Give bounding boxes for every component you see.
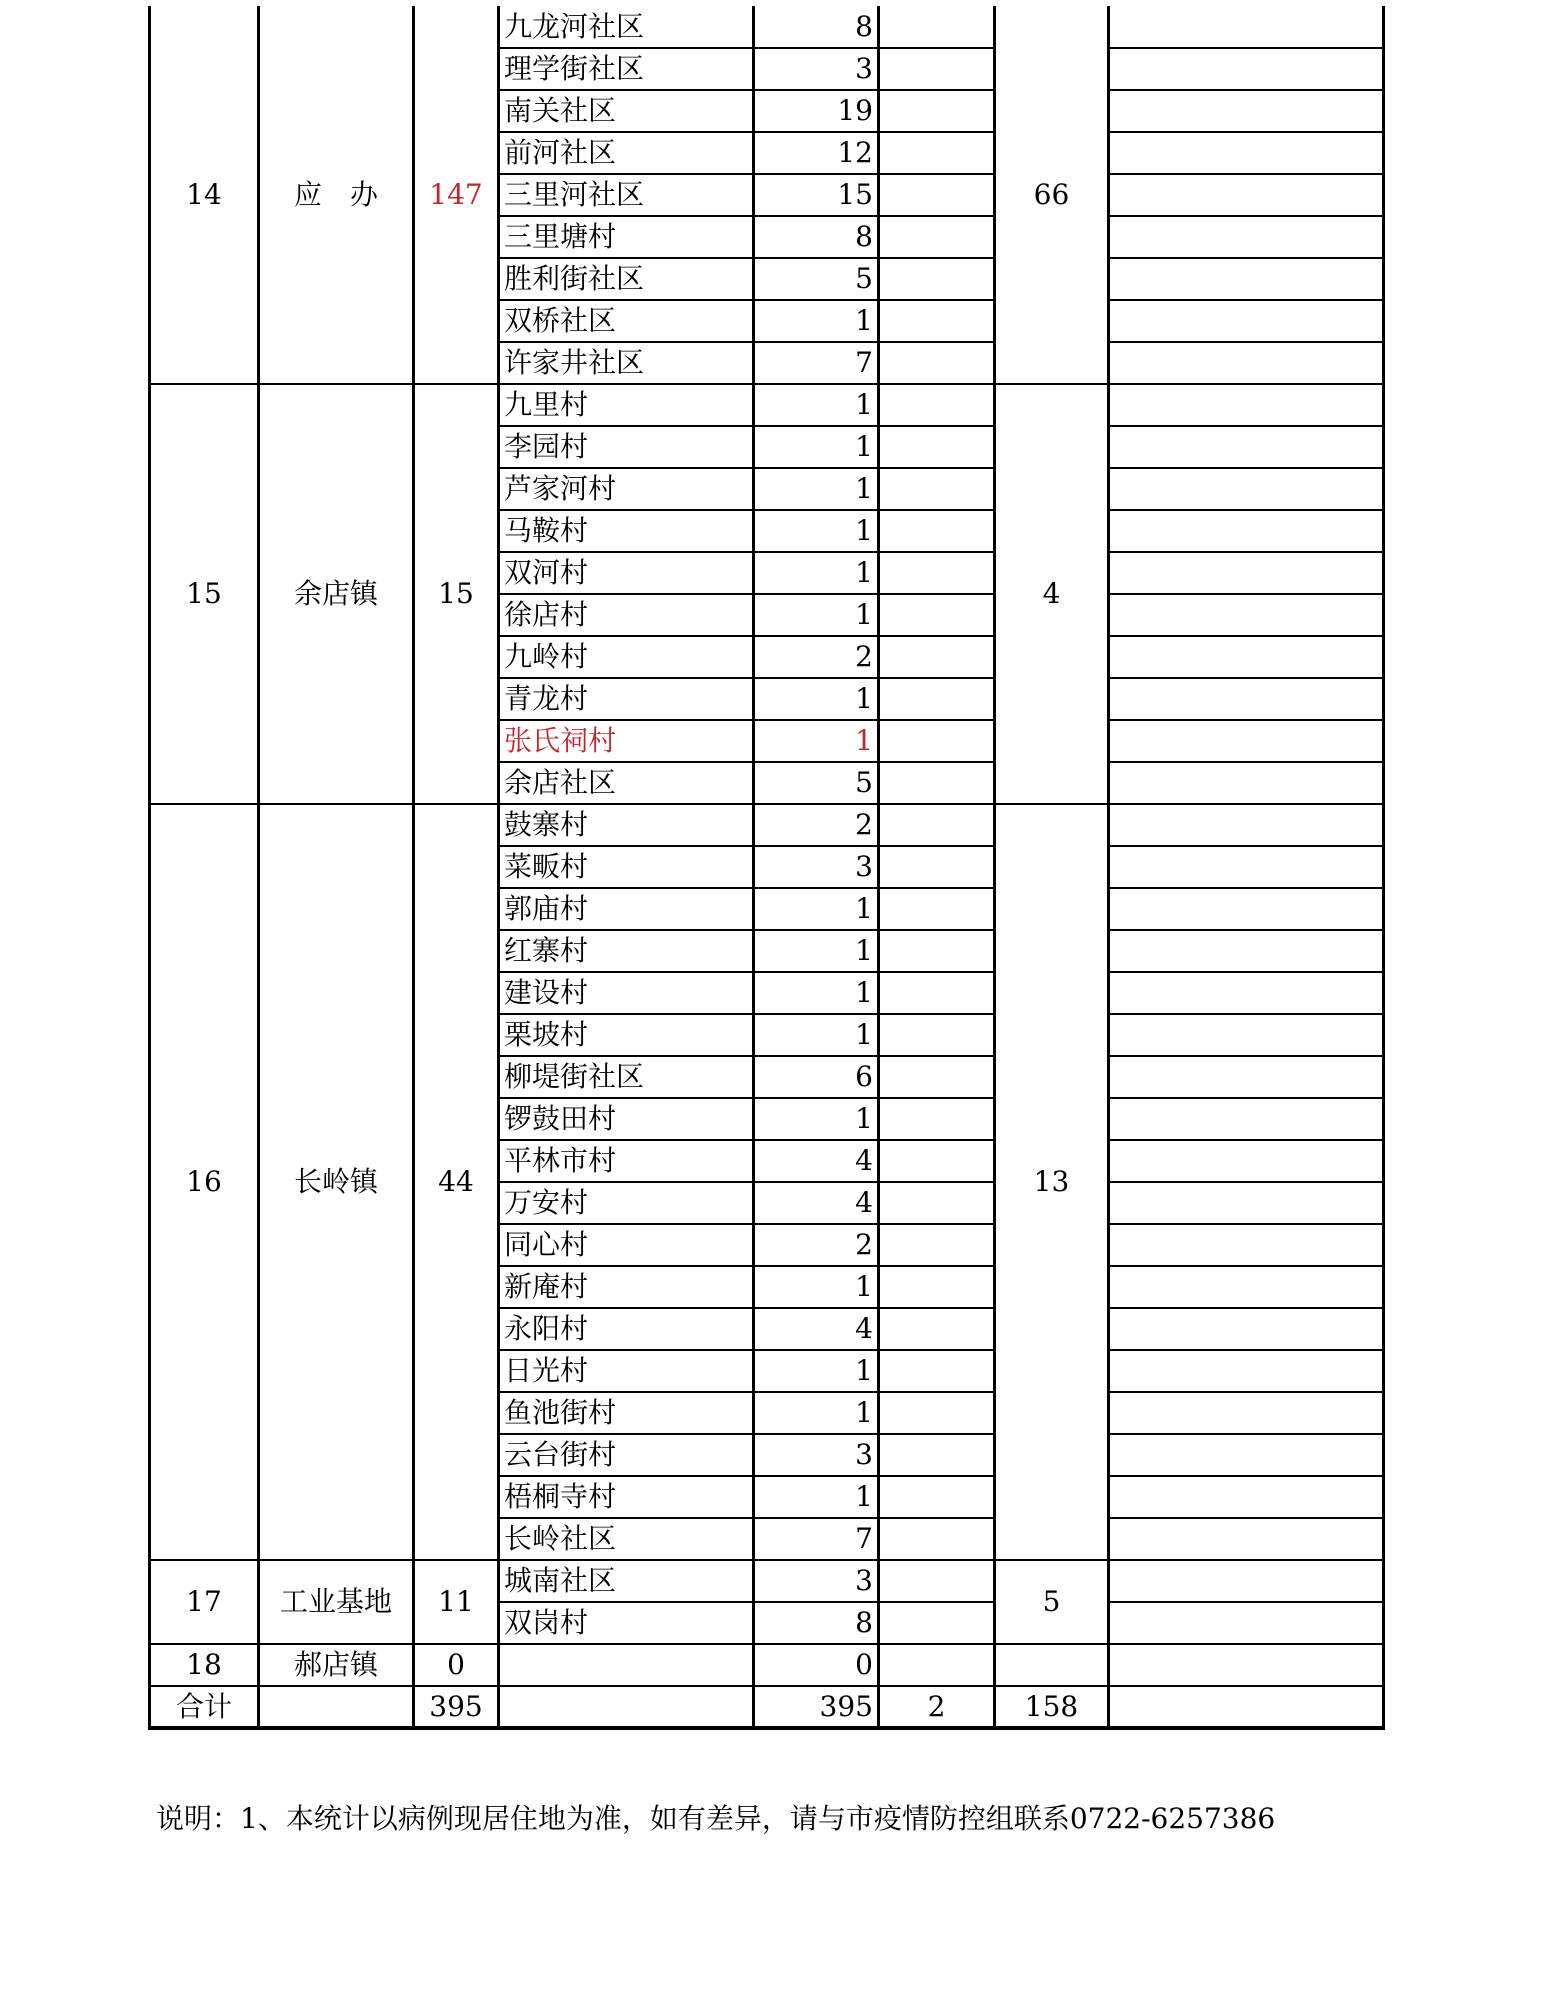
community-count: 1: [754, 1476, 879, 1518]
community-name: 徐店村: [499, 594, 754, 636]
empty-cell: [1109, 1602, 1384, 1644]
empty-cell: [879, 1518, 995, 1560]
empty-cell: [1109, 90, 1384, 132]
community-name: 云台街村: [499, 1434, 754, 1476]
community-count: 1: [754, 384, 879, 426]
community-count: 3: [754, 48, 879, 90]
community-count: 0: [754, 1644, 879, 1686]
empty-cell: [879, 258, 995, 300]
community-name: 红寨村: [499, 930, 754, 972]
statistics-table: [148, 6, 1385, 1730]
empty-cell: [1109, 972, 1384, 1014]
empty-cell: [1109, 426, 1384, 468]
community-name: 理学街社区: [499, 48, 754, 90]
empty-cell: [1109, 258, 1384, 300]
empty-cell: [879, 468, 995, 510]
row-number: 17: [150, 1560, 259, 1644]
table-body: [150, 6, 1384, 1728]
row-number: 16: [150, 804, 259, 1560]
empty-cell: [879, 1224, 995, 1266]
empty-cell: [1109, 1476, 1384, 1518]
community-name: 马鞍村: [499, 510, 754, 552]
community-name: 张氏祠村: [499, 720, 754, 762]
community-name: 郭庙村: [499, 888, 754, 930]
empty-cell: [879, 1308, 995, 1350]
community-name: 城南社区: [499, 1560, 754, 1602]
empty-cell: [1109, 720, 1384, 762]
summary-other: 2: [879, 1686, 995, 1728]
community-count: 19: [754, 90, 879, 132]
table-row: [150, 6, 1384, 48]
empty-cell: [879, 1056, 995, 1098]
empty-cell: [1109, 1560, 1384, 1602]
empty-cell: [879, 90, 995, 132]
community-name: 三里塘村: [499, 216, 754, 258]
community-count: 1: [754, 1014, 879, 1056]
empty-cell: [879, 1434, 995, 1476]
empty-cell: [1109, 1350, 1384, 1392]
empty-cell: [879, 6, 995, 48]
community-name: 万安村: [499, 1182, 754, 1224]
empty-cell: [879, 384, 995, 426]
empty-cell: [879, 48, 995, 90]
empty-cell: [879, 1266, 995, 1308]
town-total: 147: [414, 6, 499, 384]
empty-cell: [879, 1560, 995, 1602]
table-row: [150, 804, 1384, 846]
row-number: 14: [150, 6, 259, 384]
empty-cell: [1109, 1224, 1384, 1266]
empty-cell: [1109, 888, 1384, 930]
table-row: [150, 384, 1384, 426]
community-count: 1: [754, 972, 879, 1014]
community-count: 1: [754, 594, 879, 636]
empty-cell: [1109, 6, 1384, 48]
community-count: 1: [754, 552, 879, 594]
town-cases: 13: [995, 804, 1109, 1560]
community-count: 2: [754, 804, 879, 846]
town-total: 0: [414, 1644, 499, 1686]
empty-cell: [1109, 1140, 1384, 1182]
empty-cell: [1109, 174, 1384, 216]
empty-cell: [879, 678, 995, 720]
community-name: 锣鼓田村: [499, 1098, 754, 1140]
empty-cell: [879, 1602, 995, 1644]
summary-count: 395: [754, 1686, 879, 1728]
community-name: 日光村: [499, 1350, 754, 1392]
community-count: 1: [754, 300, 879, 342]
row-number: 18: [150, 1644, 259, 1686]
community-name: 建设村: [499, 972, 754, 1014]
town-name: 工业基地: [259, 1560, 414, 1644]
empty-cell: [1109, 1266, 1384, 1308]
empty-cell: [1109, 342, 1384, 384]
empty-cell: [1109, 930, 1384, 972]
empty-cell: [879, 1476, 995, 1518]
empty-cell: [1109, 1098, 1384, 1140]
empty-cell: [879, 888, 995, 930]
community-name: 前河社区: [499, 132, 754, 174]
empty-cell: [1109, 846, 1384, 888]
community-name: 许家井社区: [499, 342, 754, 384]
community-count: 5: [754, 762, 879, 804]
empty-cell: [499, 1686, 754, 1728]
community-count: 4: [754, 1182, 879, 1224]
empty-cell: [1109, 1518, 1384, 1560]
community-count: 8: [754, 1602, 879, 1644]
community-count: 1: [754, 1266, 879, 1308]
town-cases: 5: [995, 1560, 1109, 1644]
community-count: 1: [754, 510, 879, 552]
community-name: 新庵村: [499, 1266, 754, 1308]
empty-cell: [1109, 132, 1384, 174]
community-name: 双河村: [499, 552, 754, 594]
empty-cell: [1109, 1014, 1384, 1056]
empty-cell: [879, 1014, 995, 1056]
community-count: 1: [754, 1098, 879, 1140]
empty-cell: [1109, 678, 1384, 720]
empty-cell: [1109, 48, 1384, 90]
empty-cell: [879, 846, 995, 888]
community-count: 1: [754, 1350, 879, 1392]
footnote: 说明：1、本统计以病例现居住地为准，如有差异，请与市疫情防控组联系0722-6257386: [156, 1802, 1276, 1835]
community-name: 永阳村: [499, 1308, 754, 1350]
empty-cell: [1109, 384, 1384, 426]
empty-cell: [879, 174, 995, 216]
community-count: 12: [754, 132, 879, 174]
community-name: [499, 1644, 754, 1686]
empty-cell: [879, 720, 995, 762]
community-count: 7: [754, 1518, 879, 1560]
community-name: 平林市村: [499, 1140, 754, 1182]
table-row: [150, 1644, 1384, 1686]
community-count: 2: [754, 1224, 879, 1266]
empty-cell: [1109, 1182, 1384, 1224]
empty-cell: [879, 804, 995, 846]
empty-cell: [879, 930, 995, 972]
empty-cell: [879, 1392, 995, 1434]
town-cases: 4: [995, 384, 1109, 804]
empty-cell: [1109, 1644, 1384, 1686]
empty-cell: [1109, 216, 1384, 258]
empty-cell: [1109, 1686, 1384, 1728]
town-name: 郝店镇: [259, 1644, 414, 1686]
community-name: 九龙河社区: [499, 6, 754, 48]
empty-cell: [879, 1140, 995, 1182]
community-name: 九岭村: [499, 636, 754, 678]
empty-cell: [879, 216, 995, 258]
community-count: 1: [754, 678, 879, 720]
empty-cell: [879, 342, 995, 384]
empty-cell: [1109, 1056, 1384, 1098]
empty-cell: [259, 1686, 414, 1728]
empty-cell: [1109, 1308, 1384, 1350]
community-count: 2: [754, 636, 879, 678]
table-row: [150, 1560, 1384, 1602]
town-cases: [995, 1644, 1109, 1686]
empty-cell: [879, 1182, 995, 1224]
community-name: 栗坡村: [499, 1014, 754, 1056]
community-name: 同心村: [499, 1224, 754, 1266]
empty-cell: [879, 552, 995, 594]
row-number: 15: [150, 384, 259, 804]
empty-cell: [1109, 510, 1384, 552]
summary-cases: 158: [995, 1686, 1109, 1728]
community-name: 三里河社区: [499, 174, 754, 216]
community-name: 鼓寨村: [499, 804, 754, 846]
town-total: 15: [414, 384, 499, 804]
community-count: 5: [754, 258, 879, 300]
town-cases: 66: [995, 6, 1109, 384]
community-count: 3: [754, 1560, 879, 1602]
community-name: 长岭社区: [499, 1518, 754, 1560]
community-name: 鱼池街村: [499, 1392, 754, 1434]
community-count: 4: [754, 1308, 879, 1350]
community-count: 7: [754, 342, 879, 384]
community-name: 菜畈村: [499, 846, 754, 888]
empty-cell: [879, 1644, 995, 1686]
empty-cell: [879, 594, 995, 636]
community-count: 1: [754, 468, 879, 510]
community-name: 南关社区: [499, 90, 754, 132]
community-count: 6: [754, 1056, 879, 1098]
community-name: 青龙村: [499, 678, 754, 720]
empty-cell: [1109, 552, 1384, 594]
community-count: 15: [754, 174, 879, 216]
community-name: 九里村: [499, 384, 754, 426]
summary-label: 合计: [150, 1686, 259, 1728]
town-name: 长岭镇: [259, 804, 414, 1560]
empty-cell: [1109, 804, 1384, 846]
empty-cell: [1109, 636, 1384, 678]
empty-cell: [1109, 468, 1384, 510]
community-name: 芦家河村: [499, 468, 754, 510]
community-count: 8: [754, 216, 879, 258]
town-name: 余店镇: [259, 384, 414, 804]
empty-cell: [879, 1350, 995, 1392]
town-total: 44: [414, 804, 499, 1560]
empty-cell: [879, 510, 995, 552]
empty-cell: [879, 762, 995, 804]
community-name: 双桥社区: [499, 300, 754, 342]
community-name: 李园村: [499, 426, 754, 468]
empty-cell: [879, 972, 995, 1014]
empty-cell: [1109, 762, 1384, 804]
community-count: 1: [754, 1392, 879, 1434]
empty-cell: [1109, 1434, 1384, 1476]
empty-cell: [879, 132, 995, 174]
empty-cell: [879, 426, 995, 468]
empty-cell: [1109, 594, 1384, 636]
community-count: 1: [754, 930, 879, 972]
community-count: 1: [754, 426, 879, 468]
town-name: 应 办: [259, 6, 414, 384]
community-name: 胜利街社区: [499, 258, 754, 300]
summary-row: [150, 1686, 1384, 1728]
community-count: 4: [754, 1140, 879, 1182]
community-name: 梧桐寺村: [499, 1476, 754, 1518]
empty-cell: [879, 300, 995, 342]
summary-total: 395: [414, 1686, 499, 1728]
empty-cell: [879, 636, 995, 678]
empty-cell: [1109, 300, 1384, 342]
town-total: 11: [414, 1560, 499, 1644]
empty-cell: [1109, 1392, 1384, 1434]
community-count: 1: [754, 720, 879, 762]
community-name: 双岗村: [499, 1602, 754, 1644]
empty-cell: [879, 1098, 995, 1140]
community-name: 柳堤街社区: [499, 1056, 754, 1098]
community-count: 1: [754, 888, 879, 930]
community-name: 余店社区: [499, 762, 754, 804]
community-count: 8: [754, 6, 879, 48]
community-count: 3: [754, 1434, 879, 1476]
community-count: 3: [754, 846, 879, 888]
